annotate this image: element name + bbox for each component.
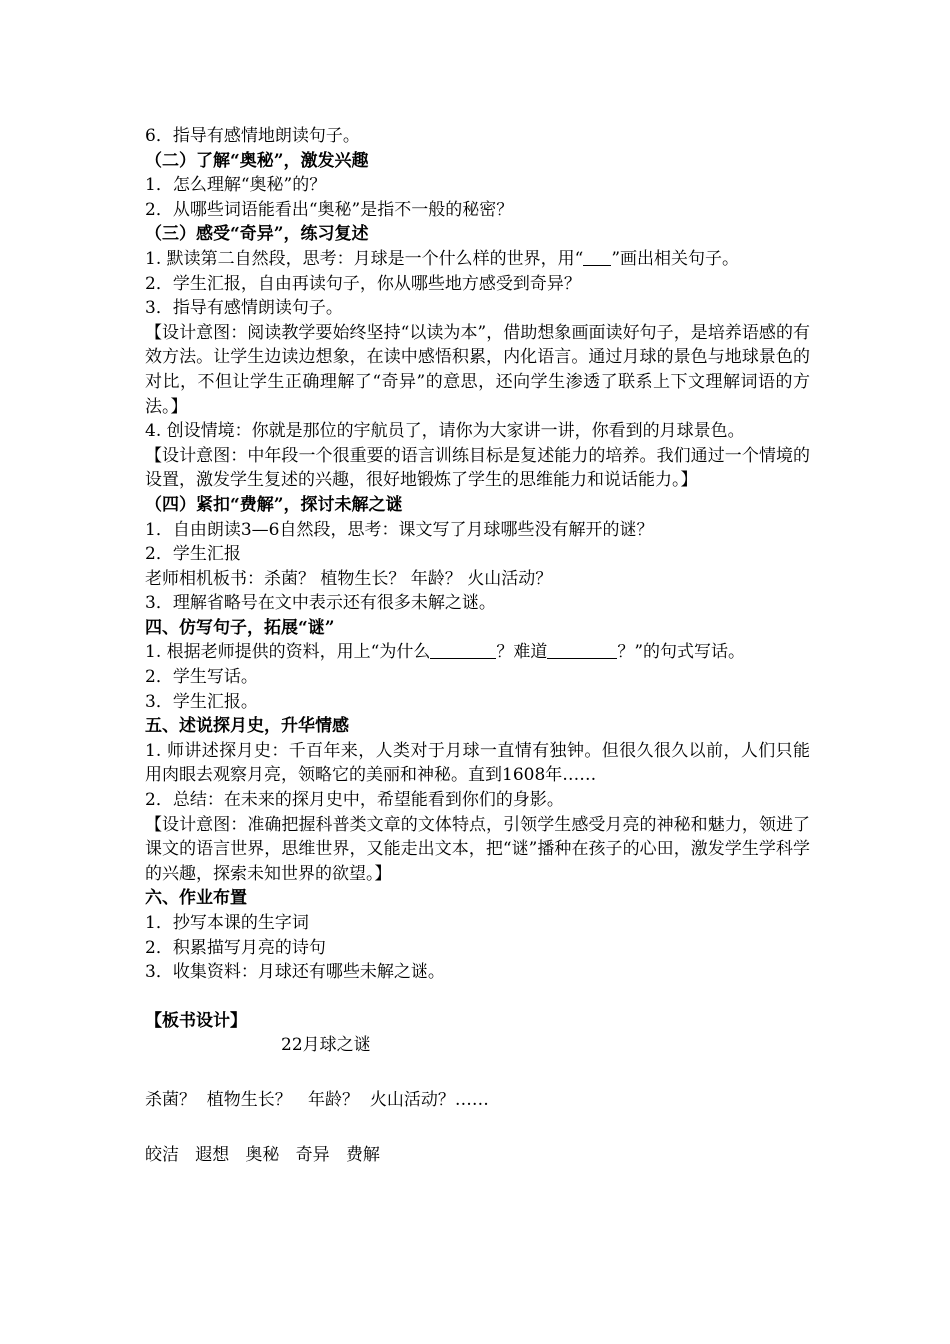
design-intent-paragraph-2: 【设计意图：中年段一个很重要的语言训练目标是复述能力的培养。我们通过一个情境的设置，激发学生复述的兴趣，很好地锻炼了学生的思维能力和说话能力。】	[145, 445, 810, 491]
question-mystery-meaning: 1．怎么理解“奥秘”的？	[145, 175, 327, 196]
step-ellipsis-meaning: 3．理解省略号在文中表示还有很多未解之谜。	[145, 593, 496, 614]
step-6-read-aloud: 6．指导有感情地朗读句子。	[145, 126, 360, 146]
board-title: 22月球之谜	[281, 1035, 371, 1056]
blank-why	[430, 643, 496, 659]
design-intent-paragraph-3: 【设计意图：准确把握科普类文章的文体特点，引领学生感受月亮的神秘和魅力，领进了课文的语言世界，思维世界，又能走出文本，把“谜”播种在孩子的心田，激发学生学科学的兴趣，探索未知世界的欲望。】	[145, 814, 810, 884]
board-row-questions: 杀菌？ 植物生长？ 年龄？ 火山活动？……	[145, 1089, 489, 1110]
homework-item-3: 3．收集资料：月球还有哪些未解之谜。	[145, 962, 445, 983]
step-summary: 2．总结：在未来的探月史中，希望能看到你们的身影。	[145, 790, 564, 811]
section-heading-imitate: 四、仿写句子，拓展“谜”	[145, 617, 335, 638]
question-mystery-words: 2．从哪些词语能看出“奥秘”是指不一般的秘密？	[145, 199, 514, 220]
homework-item-1: 1．抄写本课的生字词	[145, 913, 309, 933]
section-heading-puzzling: （四）紧扣“费解”，探讨未解之谜	[145, 494, 403, 515]
board-design-heading: 【板书设计】	[145, 1010, 247, 1031]
step-students-report: 3．学生汇报。	[145, 691, 258, 712]
lesson-plan-body	[145, 124, 810, 1167]
step-silent-read: 1. 默读第二自然段，思考：月球是一个什么样的世界，用“ ”画出相关句子。	[145, 248, 740, 269]
design-intent-paragraph-1: 【设计意图：阅读教学要始终坚持“以读为本”，借助想象画面读好句子，是培养语感的有效方法。让学生边读边想象，在读中感悟积累，内化语言。通过月球的景色与地球景色的对比，不但让学生正确理解了“奇异”的意思，还向学生渗透了联系上下文理解词语的方法。】	[145, 322, 810, 417]
step-students-write: 2．学生写话。	[145, 667, 258, 688]
underline-mark-blank	[583, 250, 611, 266]
blank-could-it-be	[547, 643, 617, 659]
step-student-report: 2．学生汇报，自由再读句子，你从哪些地方感受到奇异？	[145, 273, 581, 294]
step-moon-history: 1. 师讲述探月史：千百年来，人类对于月球一直情有独钟。但很久很久以前，人们只能用肉眼去观察月亮，领略它的美丽和神秘。直到1608年……	[145, 740, 810, 786]
step-sentence-pattern: 1. 根据老师提供的资料，用上“为什么 ？难道 ？”的句式写话。	[145, 642, 746, 663]
board-row-keywords: 皎洁 遐想 奥秘 奇异 费解	[145, 1144, 380, 1165]
homework-item-2: 2．积累描写月亮的诗句	[145, 937, 326, 958]
section-heading-homework: 六、作业布置	[145, 888, 247, 909]
board-notes-line: 老师相机板书：杀菌？ 植物生长？ 年龄？ 火山活动？	[145, 568, 553, 589]
section-heading-strange: （三）感受“奇异”，练习复述	[145, 224, 369, 245]
step-report: 2．学生汇报	[145, 544, 241, 565]
step-read-with-feeling: 3．指导有感情朗读句子。	[145, 298, 343, 319]
section-heading-history: 五、述说探月史，升华情感	[145, 716, 349, 737]
step-free-reading: 1．自由朗读3—6自然段，思考：课文写了月球哪些没有解开的谜？	[145, 519, 654, 540]
step-create-scenario: 4. 创设情境：你就是那位的宇航员了，请你为大家讲一讲，你看到的月球景色。	[145, 421, 745, 442]
section-heading-mystery: （二）了解“奥秘”，激发兴趣	[145, 150, 369, 171]
